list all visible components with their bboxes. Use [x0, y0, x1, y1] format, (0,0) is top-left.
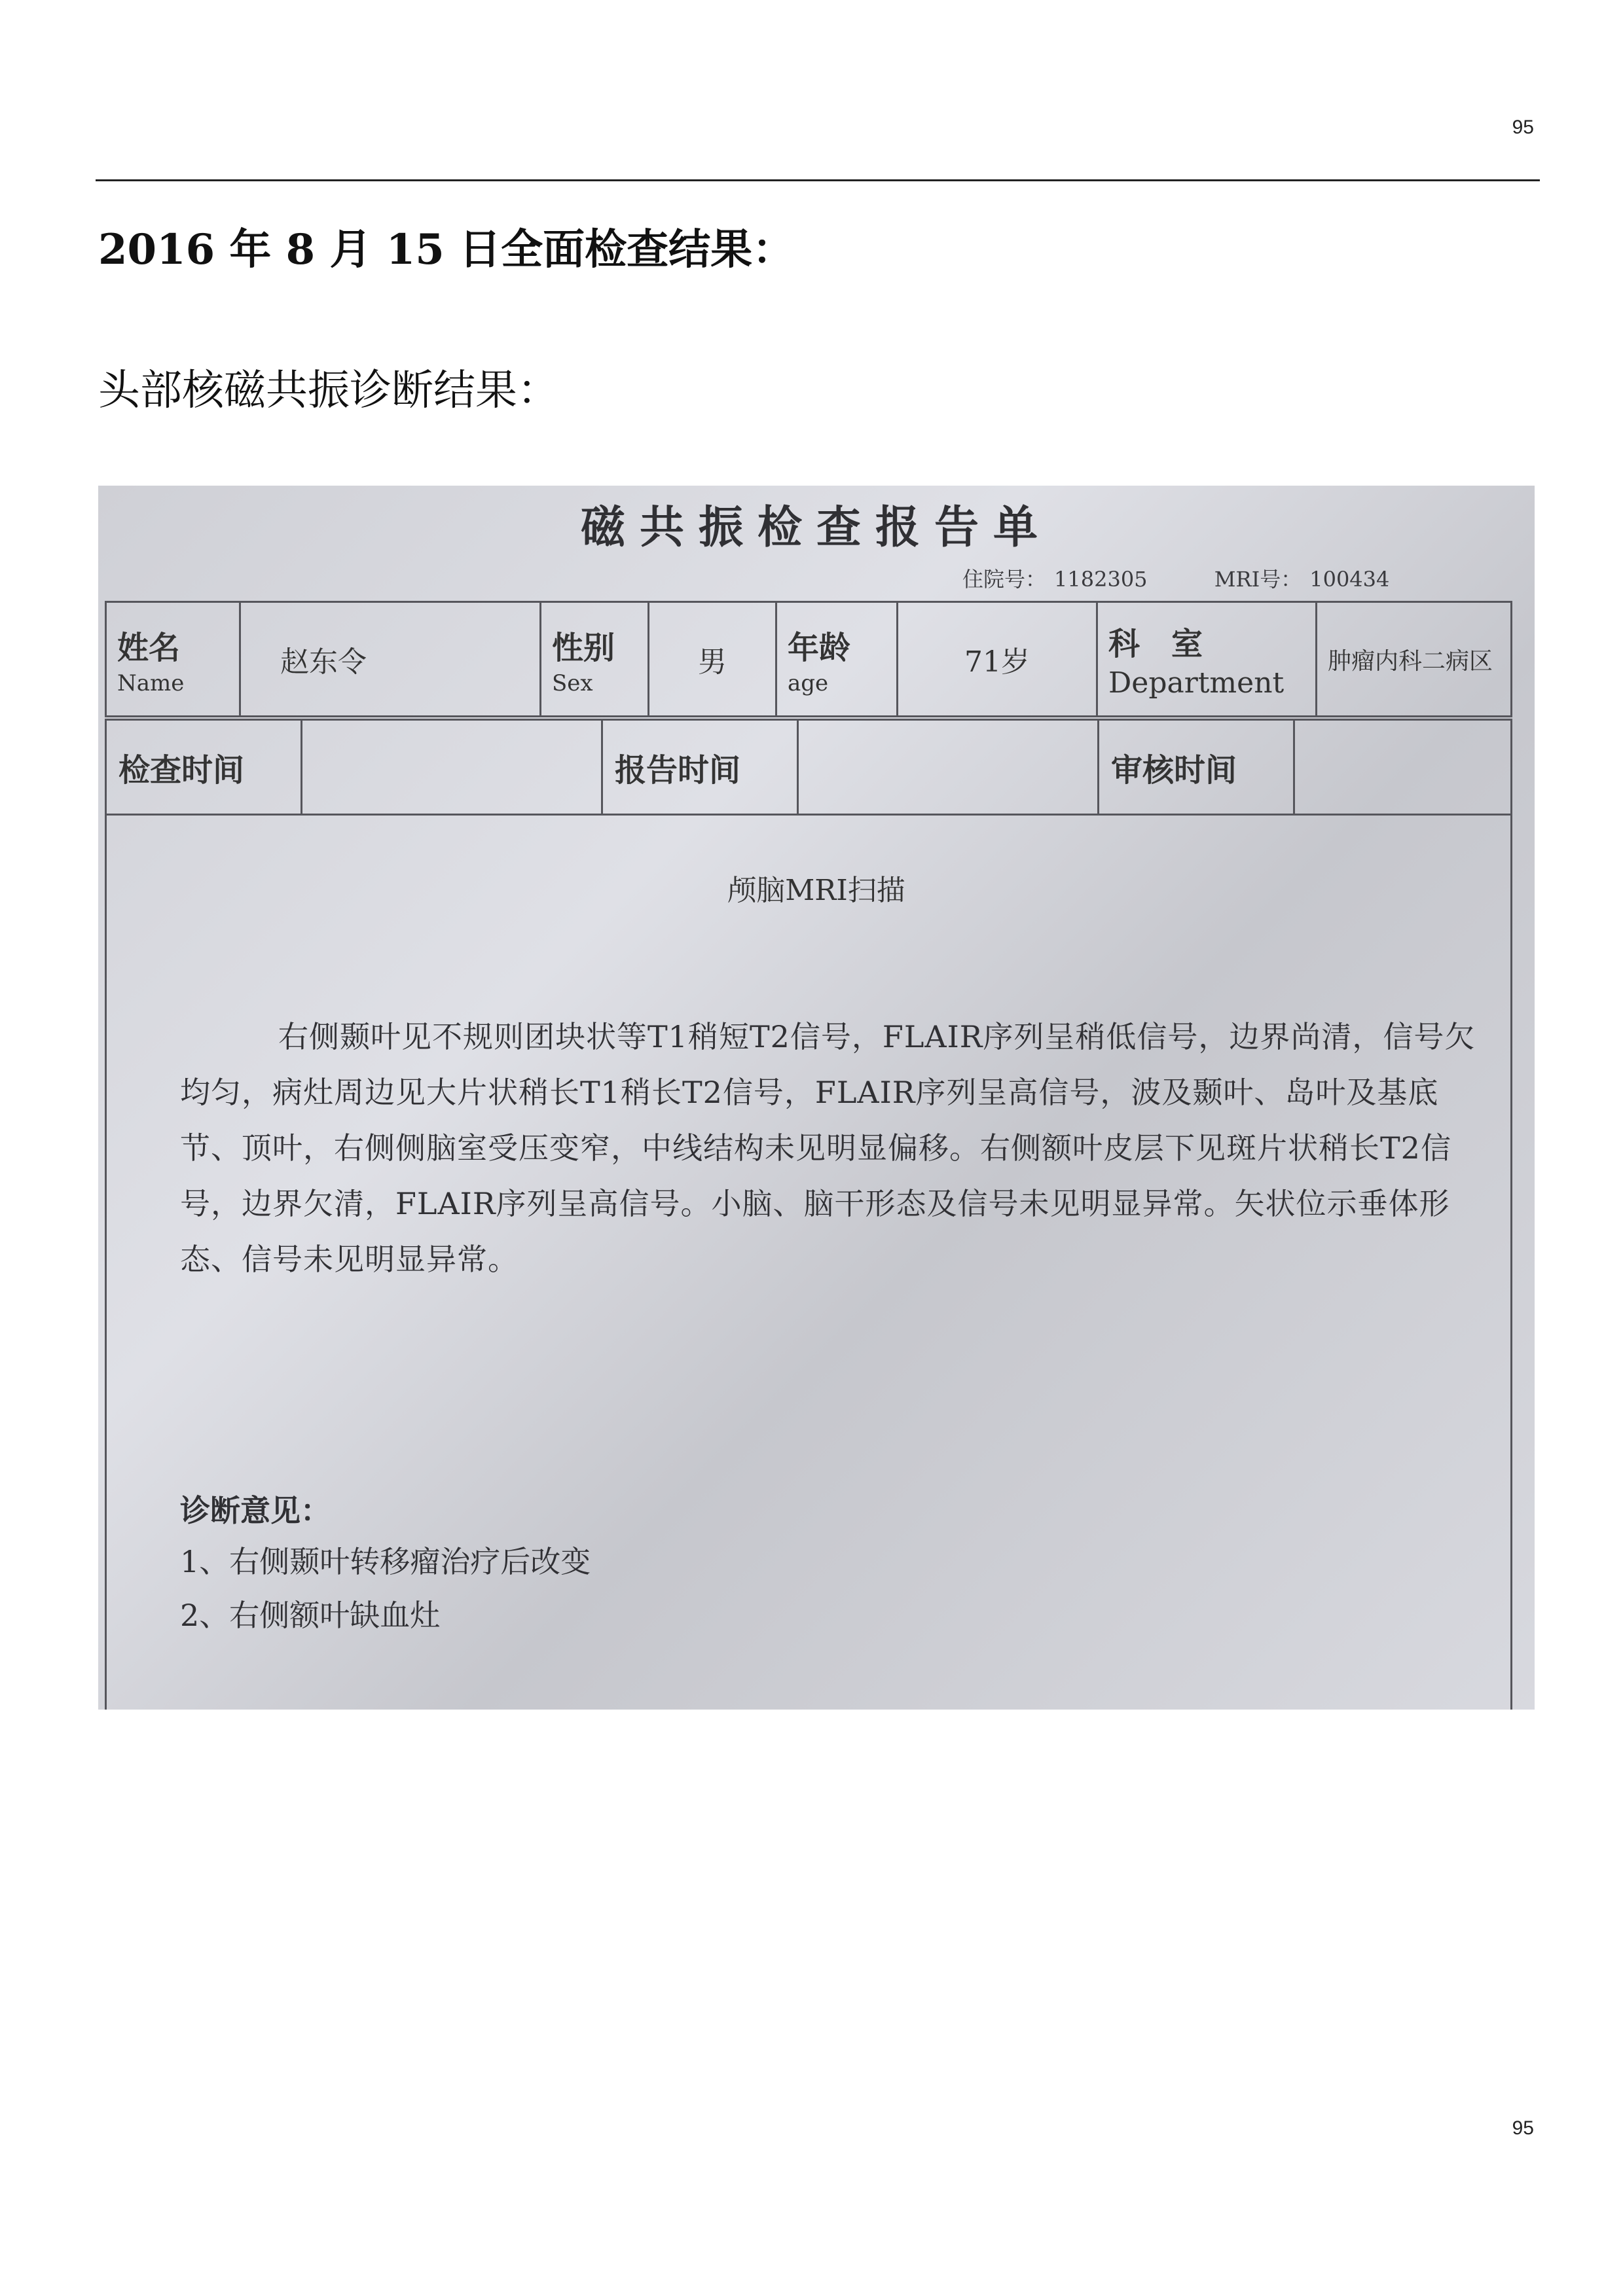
age-label: 年龄: [788, 629, 851, 666]
hospital-no: 1182305: [1054, 567, 1148, 592]
sex-label: 性别: [552, 629, 615, 666]
patient-age: 71岁: [898, 602, 1097, 717]
mri-no-label: MRI号：: [1214, 567, 1302, 592]
age-label-en: age: [788, 670, 829, 696]
patient-name: 赵东令: [240, 602, 541, 717]
findings-text: 右侧颞叶见不规则团块状等T1稍短T2信号，FLAIR序列呈稍低信号，边界尚清，信号欠均匀，病灶周边见大片状稍长T1稍长T2信号，FLAIR序列呈高信号，波及颞叶、岛叶及基底节、顶叶，右侧侧脑室受压变窄，中线结构未见明显偏移。右侧额叶皮层下见斑片状稍长T2信号，边界欠清，FLAIR序列呈高信号。小脑、脑干形态及信号未见明显异常。矢状位示垂体形态、信号未见明显异常。: [180, 1019, 1476, 1277]
diagnosis-label: 诊断意见：: [180, 1493, 331, 1528]
sex-label-en: Sex: [552, 670, 593, 696]
dept-label: 科 室: [1108, 626, 1203, 662]
diagnosis-item-2: 2、右侧额叶缺血灶: [180, 1598, 441, 1633]
header-rule: [96, 179, 1540, 181]
report-time-label: 报告时间: [602, 720, 798, 815]
page-number-bottom: 95: [1512, 2117, 1534, 2139]
report-title: 磁共振检查报告单: [580, 501, 1052, 554]
scan-type: 颅脑MRI扫描: [727, 874, 905, 907]
page-number-top: 95: [1512, 117, 1534, 138]
dept-label-cell: [1097, 602, 1317, 717]
patient-info-table: [105, 601, 1512, 717]
review-time-label: 审核时间: [1099, 720, 1294, 815]
name-label: 姓名: [117, 629, 181, 666]
report-ids: [962, 563, 1397, 593]
name-label-en: Name: [117, 670, 185, 696]
sex-label-cell: [541, 602, 649, 717]
patient-dept: 肿瘤内科二病区: [1317, 602, 1512, 717]
exam-time-label: 检查时间: [106, 720, 302, 815]
name-label-cell: [106, 602, 240, 717]
section-subheading: 头部核磁共振诊断结果：: [98, 367, 559, 415]
mri-no: 100434: [1309, 567, 1390, 592]
patient-sex: 男: [649, 602, 776, 717]
diagnosis-item-1: 1、右侧颞叶转移瘤治疗后改变: [180, 1544, 591, 1579]
report-photo: [98, 486, 1535, 1710]
age-label-cell: [776, 602, 898, 717]
report-sheet: [98, 486, 1535, 1710]
page-heading: 2016 年 8 月 15 日全面检查结果：: [98, 225, 795, 274]
hospital-no-label: 住院号：: [962, 567, 1047, 592]
dept-label-en: Department: [1108, 666, 1285, 700]
